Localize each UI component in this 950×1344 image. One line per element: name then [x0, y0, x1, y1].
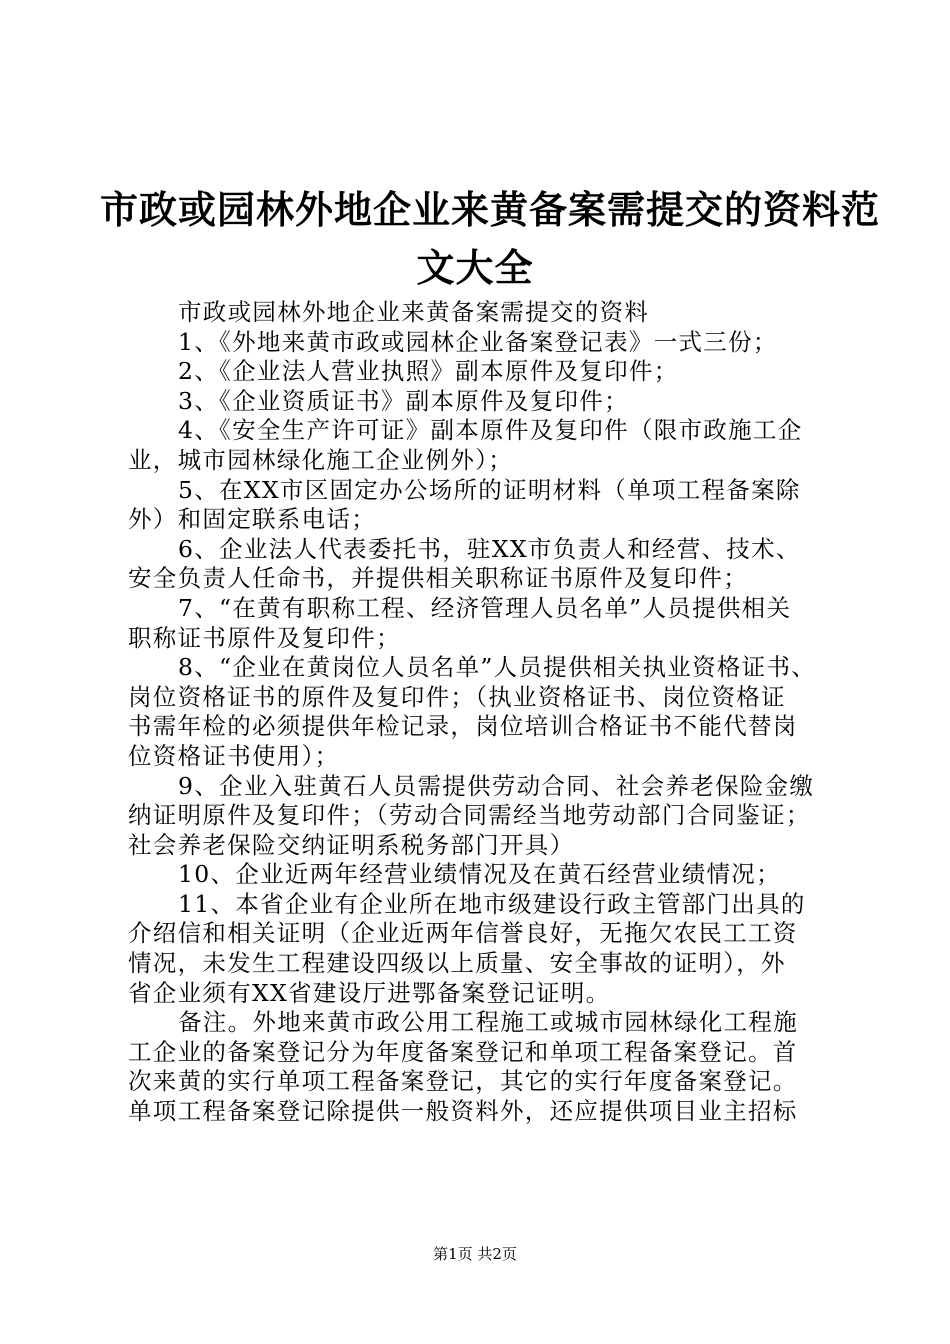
body-text-line: 5、在XX市区固定办公场所的证明材料（单项工程备案除 — [178, 475, 801, 504]
body-text-line: 职称证书原件及复印件； — [128, 623, 401, 652]
body-text-line: 3、《企业资质证书》副本原件及复印件； — [178, 386, 629, 415]
body-text-line: 8、“企业在黄岗位人员名单”人员提供相关执业资格证书、 — [178, 653, 817, 682]
body-text-line: 岗位资格证书的原件及复印件；（执业资格证书、岗位资格证 — [128, 682, 786, 711]
body-text-line: 介绍信和相关证明（企业近两年信誉良好，无拖欠农民工工资 — [128, 919, 798, 948]
body-text-line: 情况，未发生工程建设四级以上质量、安全事故的证明），外 — [128, 949, 786, 978]
body-text-line: 6、企业法人代表委托书，驻XX市负责人和经营、技术、 — [178, 534, 801, 563]
body-text-line: 市政或园林外地企业来黄备案需提交的资料 — [178, 298, 650, 326]
body-text-line: 社会养老保险交纳证明系税务部门开具） — [128, 830, 575, 859]
body-text-line: 位资格证书使用）； — [128, 741, 340, 770]
body-text-line: 11、本省企业有企业所在地市级建设行政主管部门出具的 — [178, 889, 806, 918]
body-text-line: 10、企业近两年经营业绩情况及在黄石经营业绩情况； — [178, 860, 781, 889]
document-title-line-1: 市政或园林外地企业来黄备案需提交的资料范 — [100, 188, 881, 232]
body-text-line: 1、《外地来黄市政或园林企业备案登记表》一式三份； — [178, 327, 778, 356]
page-footer: 第1页 共2页 — [433, 1245, 517, 1263]
document-body — [128, 298, 828, 1127]
body-text-line: 外）和固定联系电话； — [128, 505, 376, 534]
body-text-line: 7、“在黄有职称工程、经济管理人员名单”人员提供相关 — [178, 593, 792, 622]
body-text-line: 纳证明原件及复印件；（劳动合同需经当地劳动部门合同鉴证； — [128, 801, 811, 830]
body-text-line: 单项工程备案登记除提供一般资料外，还应提供项目业主招标 — [128, 1097, 798, 1126]
body-text-line: 省企业须有XX省建设厅进鄂备案登记证明。 — [128, 978, 611, 1007]
body-text-line: 业，城市园林绿化施工企业例外）； — [128, 445, 514, 474]
body-text-line: 9、企业入驻黄石人员需提供劳动合同、社会养老保险金缴 — [178, 771, 815, 800]
body-text-line: 备注。外地来黄市政公用工程施工或城市园林绿化工程施 — [178, 1008, 798, 1037]
body-text-line: 2、《企业法人营业执照》副本原件及复印件； — [178, 357, 679, 386]
body-text-line: 书需年检的必须提供年检记录，岗位培训合格证书不能代替岗 — [128, 712, 798, 741]
body-text-line: 安全负责人任命书，并提供相关职称证书原件及复印件； — [128, 564, 748, 593]
body-text-line: 工企业的备案登记分为年度备案登记和单项工程备案登记。首 — [128, 1037, 798, 1066]
document-title-line-2: 文大全 — [416, 246, 534, 290]
body-text-line: 4、《安全生产许可证》副本原件及复印件（限市政施工企 — [178, 416, 803, 445]
body-text-line: 次来黄的实行单项工程备案登记，其它的实行年度备案登记。 — [128, 1067, 798, 1096]
